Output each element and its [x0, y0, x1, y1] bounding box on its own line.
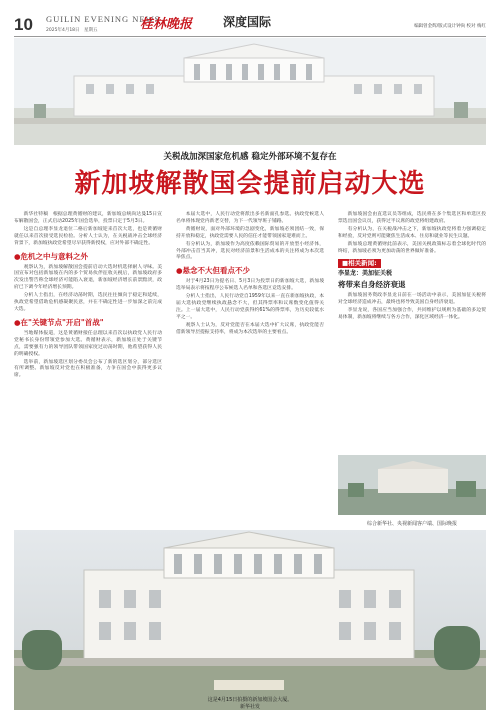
paragraph: 本届大选中，人民行动党将派出多名新面孔参选。执政党候选人名单将体现党内新老交替，为下一代领导班子铺路。: [176, 212, 324, 224]
headline-kicker: 关税战加深国家危机感 稳定外部环境不复存在: [163, 152, 337, 162]
photo-caption-line: 这是4月15日拍摄的新加坡国会大厦。: [207, 697, 293, 703]
building-illustration: [14, 38, 486, 145]
paragraph: 观察认为，新加坡解散国会提前启动大选时机选择耐人寻味。美国宣布对包括新加坡在内的多个贸易伙伴征收关税后，新加坡政府多次发出警告称全球经济可能陷入衰退，新加坡经济增长前景黯淡，政府已下调今年经济增长预期。: [14, 264, 162, 291]
editor-credits: 编辑曾金辉/版式设计钟尚 校对 梅红: [414, 24, 486, 29]
subheading-text: ●悬念不大但看点不少: [176, 266, 251, 276]
photo-caption: [0, 697, 500, 711]
paragraph: 黄循财说，面对外部环境的急剧变化，新加坡必须团结一致，保持开放和稳定，执政党需要人民的信任才能带领国家迎难而上。: [176, 226, 324, 239]
related-news-label: ■相关新闻:: [338, 259, 381, 268]
masthead: [0, 0, 500, 38]
paragraph: 当地媒体报道，这是黄循财接任总理以来首次以执政党人民行动党秘书长身份带领党参加大选。黄循财表示，新加坡正处于关键节点，需要强有力的领导团队带领国家度过动荡时期，他希望获得人民的明确授权。: [14, 330, 162, 357]
page-number: 10: [14, 15, 33, 34]
paragraph: 选举前，新加坡选区划分委员会公布了新的选区划分，部分选区有所调整。新加坡反对党也在积极准备，力争在国会中获得更多议席。: [14, 359, 162, 379]
main-photo: [14, 530, 486, 710]
paragraph: 分析人士指出，在经济动荡时期，选民往往倾向于稳定和延续，执政党希望借助危机感凝聚民意，并在不确定性进一步加深之前完成大选。: [14, 293, 162, 312]
paragraph: 观察人士认为，反对党能否在本届大选中扩大议席，执政党能否借新领导层提振支持率，将成为本次选举的主要看点。: [176, 322, 324, 335]
parliament-building-photo: [14, 38, 486, 145]
subheading: [176, 265, 324, 276]
paragraph: 有分析认为，新加坡作为高度依赖国际贸易的开放型小经济体，外部冲击首当其冲，选民对经济前景和生活成本的关注将成为本次选举焦点。: [176, 241, 324, 261]
paragraph: 新加坡国会由直选议员等组成，选民将在多个集选区和单选区投票选出国会议员，获得过半议席的政党将组建政府。: [338, 212, 486, 224]
issue-date: 2025年4月18日 星期五: [46, 28, 98, 33]
newspaper-logo: 桂林晚报: [140, 17, 193, 32]
paragraph: 新加坡总理黄循财此前表示，美国关税政策标志着全球化时代的终结，新加坡必须为更加动荡的世界做好准备。: [338, 241, 486, 254]
related-news-title: 将带来自身经济衰退: [338, 280, 406, 290]
section-title: 深度国际: [223, 15, 272, 29]
paragraph: 这是自总理李显龙退位二格后新加坡迎来首次大选，也是黄循财就任以来首次接受选民检验。分析人士认为，在关税战冲击全球经济背景下，新加坡执政党希望尽早获得新授权，应对外部不确定性。: [14, 226, 162, 246]
side-photo-illustration: [338, 455, 486, 515]
side-photo: [338, 455, 486, 515]
paragraph: 分析人士指出，人民行动党自1959年以来一直在新加坡执政，本届大选执政党继续执政悬念不大，但其得票率和议席数变化值得关注。上一届大选中，人民行动党获得约61%的得票率，为历史较低水平之一。: [176, 294, 324, 320]
main-headline: 新加坡解散国会提前启动大选: [74, 169, 426, 199]
paragraph: 有分析认为，在关税战冲击之下，新加坡执政党将着力强调稳定和经验，反对党则可能聚焦生活成本、住房和就业等民生议题。: [338, 226, 486, 239]
column-3: [338, 212, 486, 323]
sources-credit: 综合新华社、央视新闻客户端、国际晚报: [366, 521, 457, 527]
subheading: [14, 251, 162, 262]
paper-name: GUILIN EVENING NEWS: [46, 14, 161, 24]
paragraph: 新华社特稿 根据总理黄循财的建议，新加坡总统尚达曼15日宣布解散国会，正式启动2025年国会选举，投票日定于5月3日。: [14, 212, 162, 224]
column-2: [176, 212, 324, 338]
paragraph: 新加坡国务资政李显龙日前在一场活动中表示，美国加征关税将对全球经济造成冲击，最终也将导致美国自身经济衰退。: [338, 293, 486, 306]
header-rule: [14, 36, 486, 37]
column-1: [14, 212, 162, 381]
subheading-text: ●在"关键节点"开启"首战": [14, 317, 104, 327]
subheading-text: ●危机之中与意料之外: [14, 251, 89, 261]
subheading: [14, 317, 162, 328]
photo-credit: 新华社发: [239, 704, 260, 710]
main-photo-illustration: [14, 530, 486, 710]
paragraph: 对于4月23日为提名日、5月3日为投票日的新加坡大选，新加坡选举局表示将按程序公布候选人名单和各选区竞选安排。: [176, 279, 324, 292]
related-news-subtitle: 李显龙：美加征关税: [338, 270, 393, 278]
paragraph: 李显龙说，各国应当加强合作，共同维护以规则为基础的多边贸易体制，新加坡将继续与各方合作，深化区域经济一体化。: [338, 308, 486, 320]
